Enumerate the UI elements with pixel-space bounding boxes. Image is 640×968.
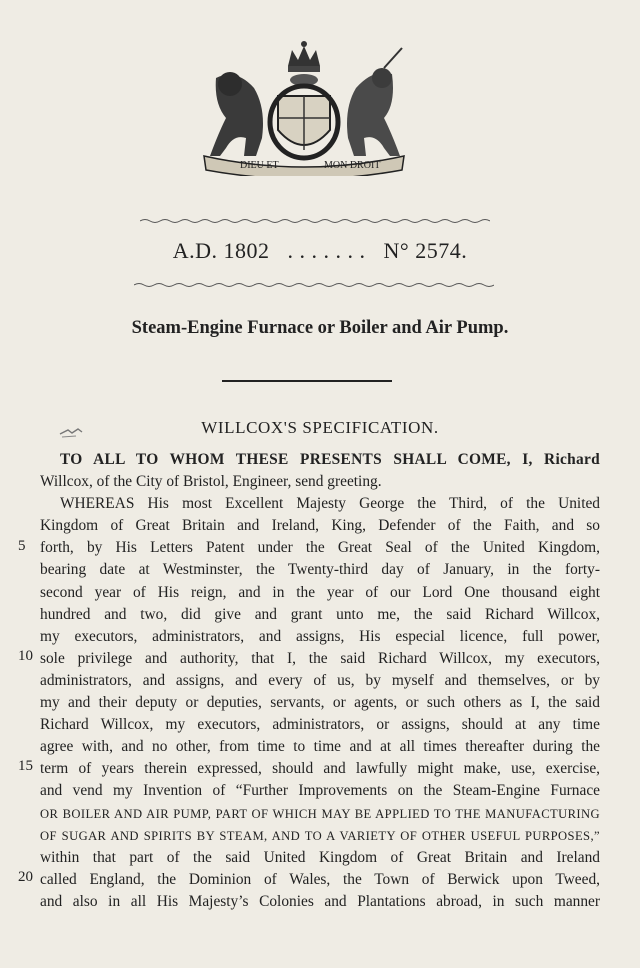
body-line: Willcox, of the City of Bristol, Engineer, send greeting.: [40, 473, 382, 491]
patent-number: N° 2574.: [383, 238, 468, 263]
body-line: my and their deputy or deputies, servants, or agents, or such others as I, the said: [40, 694, 600, 712]
royal-coat-of-arms: [196, 38, 412, 176]
body-line: and vend my Invention of “Further Improvements on the Steam-Engine Furnace: [40, 782, 600, 800]
motto-left: DIEU ET: [240, 160, 279, 171]
upper-wavy-rule: [140, 218, 490, 224]
specification-heading: WILLCOX'S SPECIFICATION.: [201, 418, 439, 437]
body-line: second year of His reign, and in the year of our Lord One thousand eight: [40, 583, 600, 601]
title-divider: [222, 380, 392, 382]
body-line: and also in all His Majesty’s Colonies and Plantations abroad, in such manner: [40, 892, 600, 910]
body-line: TO ALL TO WHOM THESE PRESENTS SHALL COME, I, Richard: [60, 451, 600, 468]
specification-body: [40, 449, 600, 913]
body-line: forth, by His Letters Patent under the Great Seal of the United Kingdom,: [40, 539, 600, 557]
lower-wavy-rule: [134, 282, 494, 288]
body-line: hundred and two, did give and grant unto me, the said Richard Willcox,: [40, 605, 600, 623]
body-line: my executors, administrators, and assigns, His especial licence, full power,: [40, 627, 600, 645]
motto-right: MON DROIT: [324, 160, 381, 171]
body-line: called England, the Dominion of Wales, the Town of Berwick upon Tweed,: [40, 870, 600, 888]
line-number: 20: [18, 869, 33, 885]
body-line: Richard Willcox, my executors, administrators, or assigns, should at any time: [40, 716, 600, 734]
body-line: OR BOILER AND AIR PUMP, PART OF WHICH MAY BE APPLIED TO THE MANUFACTURING: [40, 806, 600, 821]
ad-year: A.D. 1802: [172, 238, 270, 263]
body-line: Kingdom of Great Britain and Ireland, King, Defender of the Faith, and so: [40, 517, 600, 535]
line-number: 15: [18, 758, 33, 774]
body-line: term of years therein expressed, should and lawfully might make, use, exercise,: [40, 760, 600, 778]
dot-leader: . . . . . . .: [287, 238, 366, 263]
document-title: Steam-Engine Furnace or Boiler and Air Pump.: [131, 318, 509, 338]
body-line: administrators, and assigns, and every of us, by myself and themselves, or by: [40, 671, 600, 689]
body-line: agree with, and no other, from time to time and at all times thereafter during the: [40, 738, 600, 756]
body-line: bearing date at Westminster, the Twenty-third day of January, in the forty-: [40, 561, 600, 579]
body-line: OF SUGAR AND SPIRITS BY STEAM, AND TO A VARIETY OF OTHER USEFUL PURPOSES,”: [40, 828, 600, 843]
body-line: sole privilege and authority, that I, the said Richard Willcox, my executors,: [40, 649, 600, 667]
patent-reference-line: [0, 238, 640, 264]
body-line: within that part of the said United Kingdom of Great Britain and Ireland: [40, 848, 600, 866]
body-line: WHEREAS His most Excellent Majesty George the Third, of the United: [60, 495, 600, 513]
line-number: 10: [18, 648, 33, 664]
line-number: 5: [18, 538, 26, 554]
